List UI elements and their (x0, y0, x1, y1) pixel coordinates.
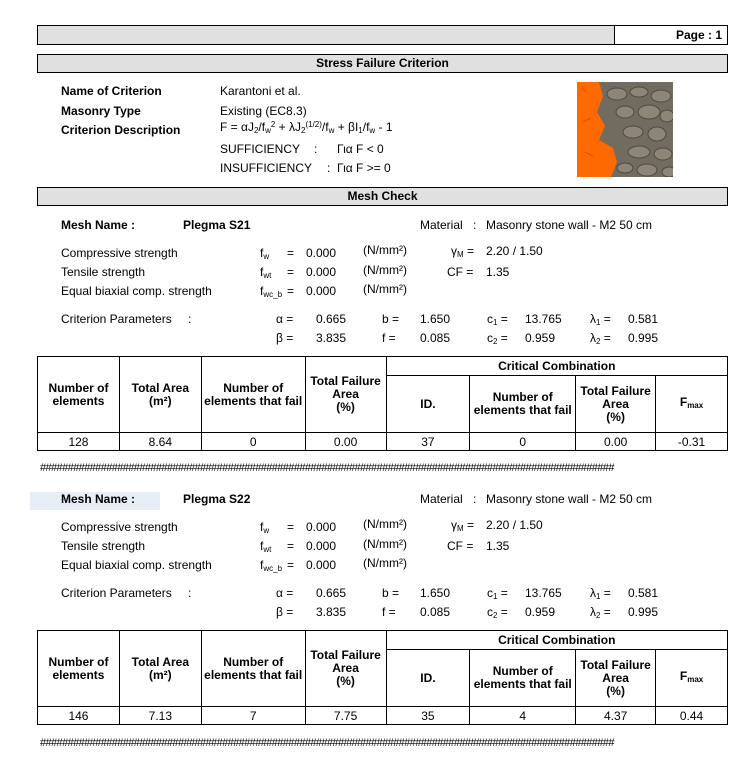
criterion-name-value: Karantoni et al. (220, 84, 301, 98)
tensile-label: Tensile strength (61, 539, 146, 553)
masonry-type-value: Existing (EC8.3) (220, 104, 307, 118)
header-total-fail-area-critical: Total Failure Area (%) (576, 650, 656, 707)
cell-total-area: 8.64 (119, 433, 201, 451)
section-title-mesh: Mesh Check (37, 187, 728, 206)
criterion-params-label: Criterion Parameters (61, 586, 172, 600)
header-total-fail-area-critical: Total Failure Area (%) (576, 376, 656, 433)
b-symbol: b = (382, 586, 400, 600)
fwt-symbol: $f_{wt}$ (260, 265, 272, 280)
c1-value: 13.765 (525, 312, 562, 326)
units-label: (N/mm²) (363, 282, 407, 296)
material-colon: : (473, 218, 477, 232)
header-total-fail-area: Total Failure Area (%) (305, 357, 386, 433)
fw-symbol: $f_w$ (260, 246, 270, 261)
header-critical-combination: Critical Combination (386, 357, 727, 376)
fwcb-value: 0.000 (306, 558, 337, 572)
fwcb-value: 0.000 (306, 284, 337, 298)
cell-num-fail-critical: 0 (470, 433, 576, 451)
sufficiency-colon: : (314, 142, 318, 156)
alpha-value: 0.665 (316, 586, 347, 600)
params-colon: : (188, 312, 192, 326)
header-num-elements: Number of elements (38, 357, 120, 433)
header-total-area: Total Area (m²) (119, 631, 201, 707)
f-symbol: f = (382, 605, 396, 619)
page-header-bar (37, 25, 728, 45)
equals: = (287, 246, 295, 260)
fw-value: 0.000 (306, 246, 337, 260)
header-num-elements: Number of elements (38, 631, 120, 707)
units-label: (N/mm²) (363, 517, 407, 531)
biaxial-label: Equal biaxial comp. strength (61, 284, 212, 298)
sufficiency-label: SUFFICIENCY (220, 142, 301, 156)
equals: = (287, 539, 295, 553)
gamma-m-symbol: $\gamma_M$ = (451, 244, 475, 259)
beta-value: 3.835 (316, 605, 347, 619)
alpha-value: 0.665 (316, 312, 347, 326)
c2-symbol: $c_2$ = (487, 605, 508, 620)
masonry-wall-image (577, 82, 673, 177)
units-label: (N/mm²) (363, 556, 407, 570)
fw-symbol: $f_w$ (260, 520, 270, 535)
header-critical-combination: Critical Combination (386, 631, 727, 650)
cell-id: 37 (386, 433, 470, 451)
lambda1-symbol: $\lambda_1$ = (590, 586, 611, 601)
lambda2-value: 0.995 (628, 331, 659, 345)
cf-label: CF = (447, 539, 474, 553)
cell-fail-area-critical: 0.00 (576, 433, 656, 451)
lambda1-value: 0.581 (628, 312, 659, 326)
material-colon: : (473, 492, 477, 506)
criterion-params-label: Criterion Parameters (61, 312, 172, 326)
cell-fmax: 0.44 (656, 707, 728, 725)
cell-num-fail: 0 (201, 433, 305, 451)
header-fmax: $F_{max}$ (656, 650, 728, 707)
criterion-formula: $F = \alpha J_2/f_w^2 + \lambda J_2^{(1/2)}/f_w + \beta I_1/f_w - 1$ (220, 120, 393, 135)
masonry-type-label: Masonry Type (61, 104, 141, 118)
f-symbol: f = (382, 331, 396, 345)
header-total-fail-area: Total Failure Area (%) (305, 631, 386, 707)
header-fmax: $F_{max}$ (656, 376, 728, 433)
material-label: Material (420, 218, 463, 232)
header-id: ID. (386, 650, 470, 707)
mesh-name-value: Plegma S21 (183, 218, 251, 232)
header-num-fail: Number of elements that fail (201, 631, 305, 707)
cell-total-fail-area: 0.00 (305, 433, 386, 451)
f-value: 0.085 (420, 605, 451, 619)
lambda2-value: 0.995 (628, 605, 659, 619)
header-num-fail-critical: Number of elements that fail (470, 376, 576, 433)
equals: = (287, 284, 295, 298)
fwcb-symbol: $f_{wc\_b}$ (260, 558, 283, 573)
units-label: (N/mm²) (363, 537, 407, 551)
section-title-stress: Stress Failure Criterion (37, 54, 728, 73)
alpha-symbol: α = (276, 312, 294, 326)
mesh-name-value: Plegma S22 (183, 492, 251, 506)
material-label: Material (420, 492, 463, 506)
cell-id: 35 (386, 707, 470, 725)
lambda2-symbol: $\lambda_2$ = (590, 331, 611, 346)
c2-value: 0.959 (525, 331, 556, 345)
cell-total-area: 7.13 (119, 707, 201, 725)
fwt-value: 0.000 (306, 539, 337, 553)
c1-value: 13.765 (525, 586, 562, 600)
alpha-symbol: α = (276, 586, 294, 600)
header-num-fail-critical: Number of elements that fail (470, 650, 576, 707)
fwcb-symbol: $f_{wc\_b}$ (260, 284, 283, 299)
header-num-fail: Number of elements that fail (201, 357, 305, 433)
beta-value: 3.835 (316, 331, 347, 345)
fwt-value: 0.000 (306, 265, 337, 279)
tensile-label: Tensile strength (61, 265, 146, 279)
b-value: 1.650 (420, 586, 451, 600)
results-table (37, 630, 728, 725)
cell-fail-area-critical: 4.37 (576, 707, 656, 725)
mesh-name-label: Mesh Name : (61, 492, 136, 506)
cell-total-fail-area: 7.75 (305, 707, 386, 725)
beta-symbol: β = (276, 331, 294, 345)
separator-line: ######################################################################################################## (40, 737, 614, 749)
equals: = (287, 520, 295, 534)
cell-num-elements: 146 (38, 707, 120, 725)
gamma-m-symbol: $\gamma_M$ = (451, 518, 475, 533)
sufficiency-condition: Για F < 0 (337, 142, 384, 156)
cf-label: CF = (447, 265, 474, 279)
table-row (38, 433, 728, 451)
units-label: (N/mm²) (363, 263, 407, 277)
c2-value: 0.959 (525, 605, 556, 619)
insufficiency-label: INSUFFICIENCY (220, 161, 313, 175)
header-total-area: Total Area (m²) (119, 357, 201, 433)
b-symbol: b = (382, 312, 400, 326)
f-value: 0.085 (420, 331, 451, 345)
table-row (38, 707, 728, 725)
lambda1-value: 0.581 (628, 586, 659, 600)
cell-num-elements: 128 (38, 433, 120, 451)
mesh-name-label: Mesh Name : (61, 218, 136, 232)
separator-line: ######################################################################################################## (40, 462, 614, 474)
criterion-name-label: Name of Criterion (61, 84, 162, 98)
material-value: Masonry stone wall - M2 50 cm (486, 218, 653, 232)
equals: = (287, 265, 295, 279)
c2-symbol: $c_2$ = (487, 331, 508, 346)
page-number: Page : 1 (614, 26, 727, 44)
material-value: Masonry stone wall - M2 50 cm (486, 492, 653, 506)
lambda2-symbol: $\lambda_2$ = (590, 605, 611, 620)
equals: = (287, 558, 295, 572)
compressive-label: Compressive strength (61, 246, 178, 260)
biaxial-label: Equal biaxial comp. strength (61, 558, 212, 572)
cell-num-fail-critical: 4 (470, 707, 576, 725)
insufficiency-colon: : (327, 161, 331, 175)
header-id: ID. (386, 376, 470, 433)
cf-value: 1.35 (486, 539, 510, 553)
beta-symbol: β = (276, 605, 294, 619)
units-label: (N/mm²) (363, 243, 407, 257)
c1-symbol: $c_1$ = (487, 312, 508, 327)
cell-fmax: -0.31 (656, 433, 728, 451)
cell-num-fail: 7 (201, 707, 305, 725)
cf-value: 1.35 (486, 265, 510, 279)
gamma-m-value: 2.20 / 1.50 (486, 518, 543, 532)
insufficiency-condition: Για F >= 0 (337, 161, 391, 175)
results-table (37, 356, 728, 451)
params-colon: : (188, 586, 192, 600)
criterion-description-label: Criterion Description (61, 123, 181, 137)
lambda1-symbol: $\lambda_1$ = (590, 312, 611, 327)
fwt-symbol: $f_{wt}$ (260, 539, 272, 554)
b-value: 1.650 (420, 312, 451, 326)
gamma-m-value: 2.20 / 1.50 (486, 244, 543, 258)
compressive-label: Compressive strength (61, 520, 178, 534)
c1-symbol: $c_1$ = (487, 586, 508, 601)
fw-value: 0.000 (306, 520, 337, 534)
